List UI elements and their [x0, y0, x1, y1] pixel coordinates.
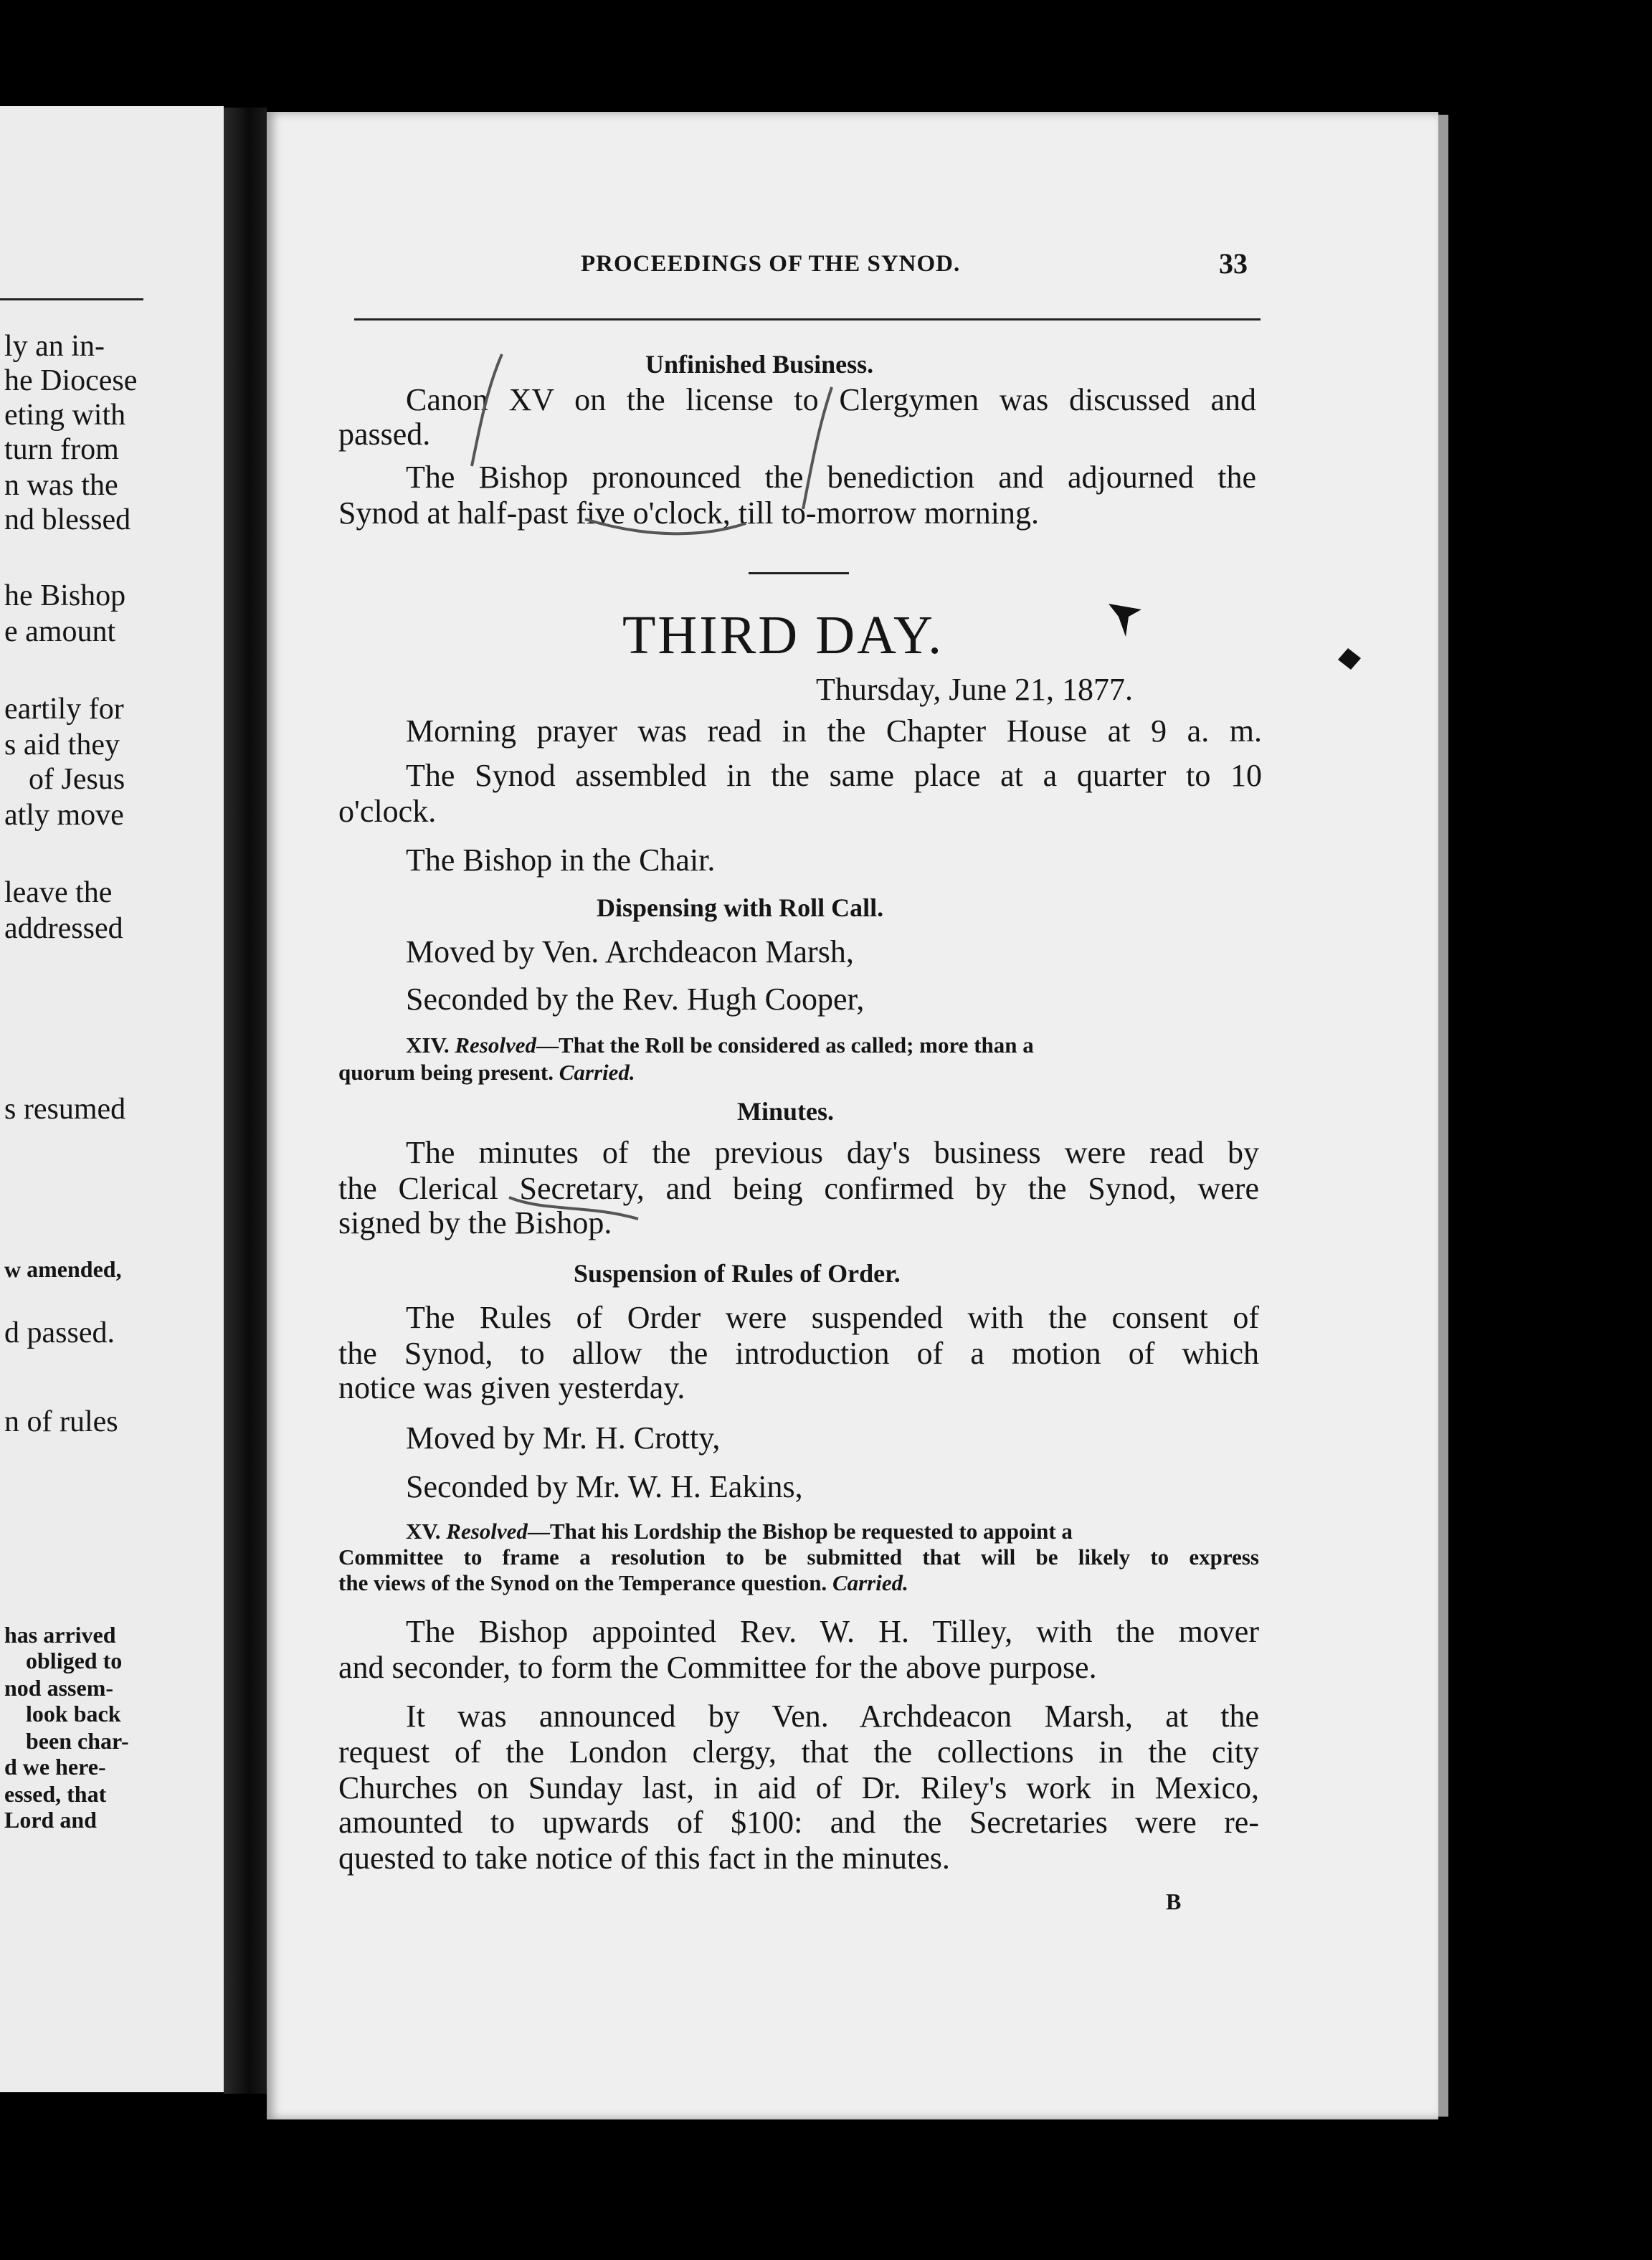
- motion-seconded: Seconded by the Rev. Hugh Cooper,: [406, 982, 865, 1017]
- resolution-text: —That the Roll be considered as called; more than a: [536, 1032, 1034, 1058]
- paragraph-line: It was announced by Ven. Archdeacon Marsh, at the: [406, 1699, 1259, 1734]
- paragraph-line: quested to take notice of this fact in the minutes.: [338, 1841, 950, 1876]
- resolution-number: XV.: [406, 1519, 441, 1544]
- section-heading: Unfinished Business.: [645, 350, 874, 379]
- paragraph-line: The Synod assembled in the same place at a quarter to 10: [406, 758, 1262, 793]
- left-page-line: n was the: [4, 469, 118, 502]
- motion-moved: Moved by Ven. Archdeacon Marsh,: [406, 934, 854, 969]
- left-page-rule: [0, 298, 143, 300]
- resolution-line: Committee to frame a resolution to be submitted that will be likely to express: [338, 1544, 1259, 1570]
- left-page-line: look back: [26, 1701, 121, 1727]
- ink-blot: [1104, 599, 1147, 642]
- paragraph-line: notice was given yesterday.: [338, 1370, 685, 1405]
- left-page-line: has arrived: [4, 1622, 116, 1648]
- paragraph-line: The Bishop appointed Rev. W. H. Tilley, with the mover: [406, 1614, 1259, 1649]
- paragraph-line: o'clock.: [338, 794, 437, 829]
- left-page-line: been char-: [26, 1728, 129, 1754]
- paragraph-line: the Clerical Secretary, and being confirmed by the Synod, were: [338, 1171, 1259, 1206]
- motion-moved: Moved by Mr. H. Crotty,: [406, 1420, 721, 1456]
- paragraph-line: The Bishop pronounced the benediction and adjourned the: [406, 460, 1256, 495]
- left-page-line: addressed: [4, 912, 123, 945]
- running-title: PROCEEDINGS OF THE SYNOD.: [581, 251, 961, 277]
- carried-word: Carried.: [832, 1570, 908, 1595]
- day-title: THIRD DAY.: [622, 605, 944, 665]
- resolution-line: [338, 1061, 635, 1083]
- left-page-line: d we here-: [4, 1754, 106, 1780]
- book-gutter: [224, 108, 267, 2094]
- section-heading: Dispensing with Roll Call.: [597, 893, 884, 922]
- ink-blot: [1335, 645, 1364, 674]
- left-page-line: s aid they: [4, 728, 120, 761]
- left-page-line: n of rules: [4, 1405, 118, 1438]
- left-page-line: nod assem-: [4, 1675, 114, 1701]
- paragraph-line: Canon XV on the license to Clergymen was discussed and: [406, 382, 1256, 417]
- left-page-line: nd blessed: [4, 503, 131, 536]
- left-page-line: leave the: [4, 876, 113, 909]
- paragraph-line: The Bishop in the Chair.: [406, 842, 716, 878]
- page-number: 33: [1219, 247, 1248, 280]
- paragraph-line: the Synod, to allow the introduction of a motion of which: [338, 1336, 1259, 1371]
- left-page-line: e amount: [4, 615, 116, 648]
- paragraph-line: Synod at half-past five o'clock, till to-morrow morning.: [338, 495, 1039, 531]
- left-page-line: essed, that: [4, 1781, 107, 1807]
- paragraph-line: The Rules of Order were suspended with the consent of: [406, 1300, 1259, 1335]
- paragraph-line: The minutes of the previous day's business were read by: [406, 1135, 1259, 1170]
- resolution-line: [338, 1572, 908, 1594]
- pencil-annotation-mark: [495, 1133, 652, 1226]
- left-page-line: he Diocese: [4, 364, 138, 397]
- left-page-line: atly move: [4, 799, 124, 832]
- paragraph-line: request of the London clergy, that the collections in the city: [338, 1734, 1259, 1770]
- left-page-line: eting with: [4, 399, 126, 432]
- paragraph-line: amounted to upwards of $100: and the Secretaries were re-: [338, 1805, 1259, 1840]
- section-heading: Minutes.: [737, 1097, 834, 1126]
- header-rule: [354, 318, 1261, 321]
- paragraph-line: signed by the Bishop.: [338, 1205, 612, 1240]
- resolution-number: XIV.: [406, 1032, 450, 1058]
- left-page-line: eartily for: [4, 693, 124, 726]
- resolved-word: Resolved: [446, 1519, 528, 1544]
- section-divider: [749, 572, 849, 574]
- page-edge: [1438, 115, 1448, 2117]
- resolution-text: the views of the Synod on the Temperance question.: [338, 1570, 827, 1595]
- carried-word: Carried.: [559, 1060, 635, 1085]
- left-page-line: of Jesus: [29, 763, 125, 796]
- paragraph-line: Churches on Sunday last, in aid of Dr. Riley's work in Mexico,: [338, 1770, 1259, 1805]
- left-page-line: w amended,: [4, 1256, 122, 1282]
- section-heading: Suspension of Rules of Order.: [574, 1259, 901, 1288]
- date-line: Thursday, June 21, 1877.: [816, 672, 1133, 707]
- pencil-annotation-mark: [430, 344, 860, 552]
- paragraph-line: and seconder, to form the Committee for the above purpose.: [338, 1650, 1097, 1685]
- left-page-line: obliged to: [26, 1648, 123, 1673]
- resolution-line: [406, 1520, 1259, 1542]
- left-page-line: d passed.: [4, 1316, 115, 1349]
- resolved-word: Resolved: [455, 1032, 536, 1058]
- resolution-line: [406, 1034, 1259, 1056]
- left-page-line: s resumed: [4, 1093, 126, 1126]
- motion-seconded: Seconded by Mr. W. H. Eakins,: [406, 1469, 803, 1504]
- resolution-text: quorum being present.: [338, 1060, 554, 1085]
- resolution-text: —That his Lordship the Bishop be requested to appoint a: [527, 1519, 1073, 1544]
- paragraph-line: passed.: [338, 417, 431, 452]
- signature-mark: B: [1166, 1889, 1182, 1914]
- left-page-line: turn from: [4, 433, 119, 466]
- left-page-line: ly an in-: [4, 330, 105, 363]
- left-page-line: he Bishop: [4, 579, 126, 612]
- left-page-line: Lord and: [4, 1807, 97, 1833]
- paragraph-line: Morning prayer was read in the Chapter House at 9 a. m.: [406, 713, 1262, 749]
